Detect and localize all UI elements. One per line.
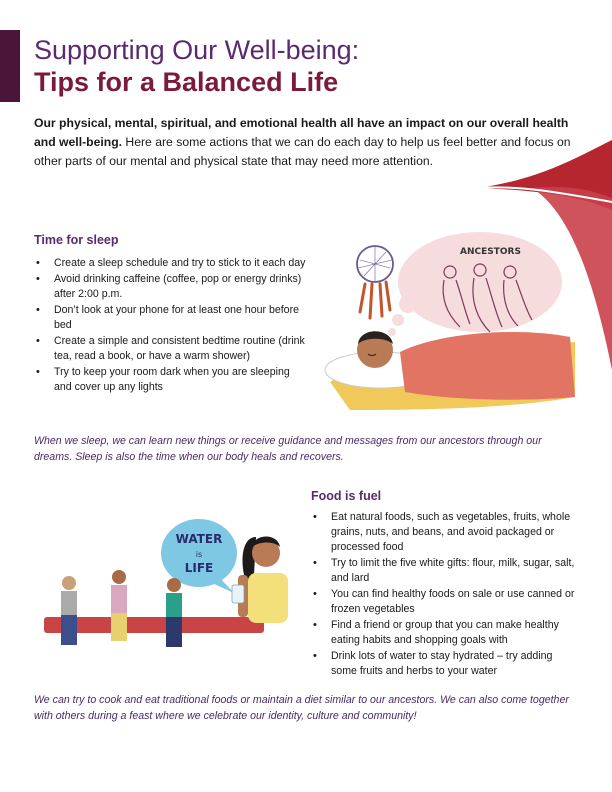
bubble-word-3: LIFE: [184, 561, 214, 575]
sleeping-person-illustration: [320, 232, 582, 414]
water-is-life-illustration: [34, 515, 314, 665]
sleep-note: When we sleep, we can learn new things or receive guidance and messages from our ancestors through our dreams. Sleep is also the time when our body heals and recovers.: [34, 435, 542, 463]
list-item: • Eat natural foods, such as vegetables, fruits, whole grains, nuts, and beans, and avoid packaged or processed food: [311, 510, 581, 555]
list-item: • You can find healthy foods on sale or use canned or frozen vegetables: [311, 587, 581, 617]
page-title: [34, 34, 359, 98]
list-item: • Drink lots of water to stay hydrated – try adding some fruits and herbs to your water: [311, 649, 581, 679]
list-item: • Create a sleep schedule and try to stick to it each day: [34, 256, 309, 271]
seated-people: [61, 570, 182, 647]
food-note: We can try to cook and eat traditional foods or maintain a diet similar to our ancestors. We can also come together with others during a feast where we celebrate our identity, culture and community!: [34, 694, 569, 722]
list-item: • Try to keep your room dark when you are sleeping and cover up any lights: [34, 365, 309, 395]
sleep-section-title: Time for sleep: [34, 233, 119, 247]
list-item: • Avoid drinking caffeine (coffee, pop or energy drinks) after 2:00 p.m.: [34, 272, 309, 302]
dreamcatcher-icon: [357, 246, 393, 318]
ancestors-label: ANCESTORS: [460, 247, 521, 257]
title-line-1: Supporting Our Well-being:: [34, 35, 360, 65]
food-section-title: Food is fuel: [311, 489, 382, 503]
list-item: • Create a simple and consistent bedtime routine (drink tea, read a book, or have a warm shower): [34, 334, 309, 364]
bubble-word-1: WATER: [175, 532, 223, 546]
intro-bold: Our physical, mental, spiritual, and emotional health all have an impact on our overall health and well-being.: [34, 116, 569, 149]
food-tips-list: [311, 510, 581, 680]
sleep-tips-list: [34, 256, 309, 396]
header-accent-bar: [0, 30, 20, 102]
title-line-2: Tips for a Balanced Life: [34, 67, 339, 97]
list-item: • Don’t look at your phone for at least one hour before bed: [34, 303, 309, 333]
bubble-word-2: is: [195, 550, 203, 559]
intro-rest: Here are some actions that we can do each day to help us feel better and focus on other parts of our mental and physical state that may need more attention.: [34, 135, 571, 168]
list-item: • Try to limit the five white gifts: flour, milk, sugar, salt, and lard: [311, 556, 581, 586]
list-item: • Find a friend or group that you can make healthy eating habits and shopping goals with: [311, 618, 581, 648]
standing-woman-with-water: [232, 537, 288, 624]
